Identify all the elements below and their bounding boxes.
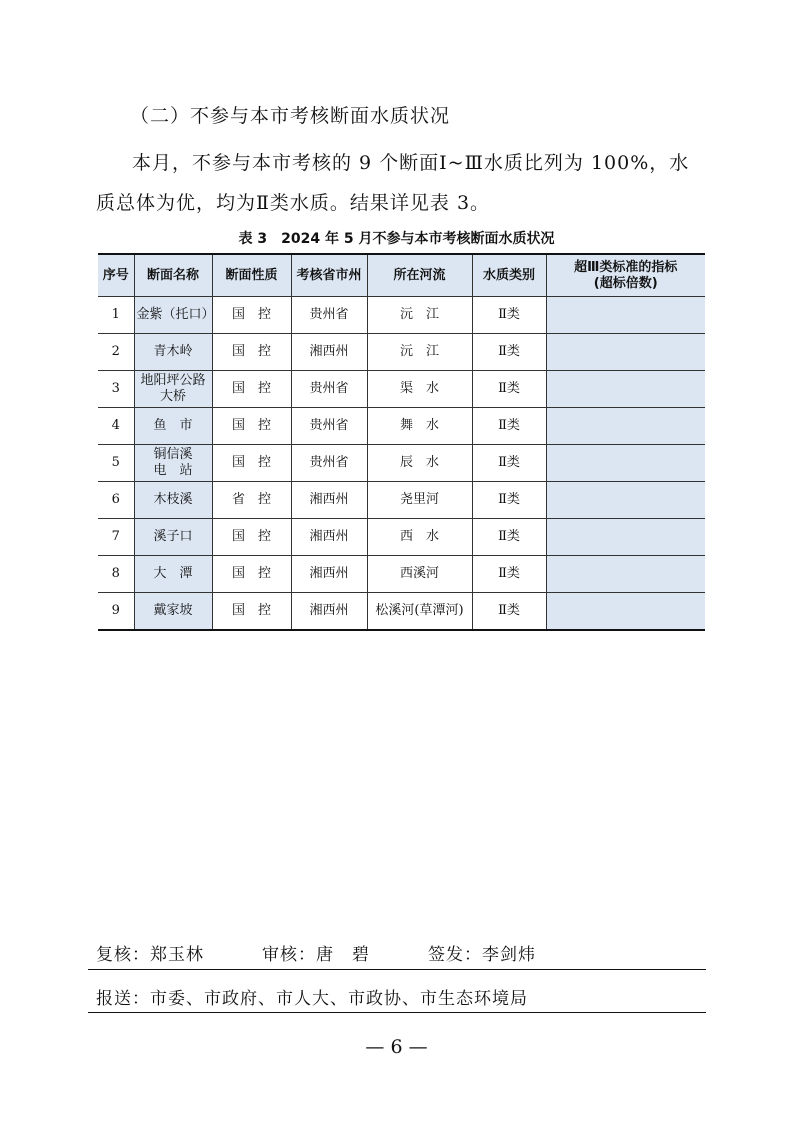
class-cell: Ⅱ类 <box>472 334 546 371</box>
exceed-cell <box>546 371 705 408</box>
seq-cell: 3 <box>98 371 134 408</box>
name-cell: 戴家坡 <box>134 593 212 631</box>
auditor-label: 审核：唐 碧 <box>262 945 370 965</box>
province-cell: 贵州省 <box>291 371 367 408</box>
exceed-cell <box>546 297 705 334</box>
province-cell: 贵州省 <box>291 408 367 445</box>
class-cell: Ⅱ类 <box>472 445 546 482</box>
type-cell: 国 控 <box>212 519 291 556</box>
class-cell: Ⅱ类 <box>472 519 546 556</box>
header-cell: 超Ⅲ类标准的指标 (超标倍数) <box>546 254 705 297</box>
class-cell: Ⅱ类 <box>472 297 546 334</box>
class-cell: Ⅱ类 <box>472 593 546 631</box>
province-cell: 湘西州 <box>291 334 367 371</box>
province-cell: 湘西州 <box>291 519 367 556</box>
type-cell: 国 控 <box>212 445 291 482</box>
exceed-cell <box>546 519 705 556</box>
seq-cell: 9 <box>98 593 134 631</box>
header-cell: 断面名称 <box>134 254 212 297</box>
type-cell: 国 控 <box>212 371 291 408</box>
table-row <box>98 408 705 445</box>
exceed-cell <box>546 482 705 519</box>
type-cell: 省 控 <box>212 482 291 519</box>
class-cell: Ⅱ类 <box>472 482 546 519</box>
class-cell: Ⅱ类 <box>472 371 546 408</box>
type-cell: 国 控 <box>212 297 291 334</box>
seq-cell: 2 <box>98 334 134 371</box>
seq-cell: 5 <box>98 445 134 482</box>
river-cell: 渠 水 <box>367 371 472 408</box>
table-caption: 表 3 2024 年 5 月不参与本市考核断面水质状况 <box>238 231 555 247</box>
river-cell: 辰 水 <box>367 445 472 482</box>
type-cell: 国 控 <box>212 556 291 593</box>
table-row <box>98 556 705 593</box>
water-quality-table <box>98 253 705 631</box>
name-cell: 铜信溪 电 站 <box>134 445 212 482</box>
exceed-cell <box>546 445 705 482</box>
table-row <box>98 371 705 408</box>
header-cell: 水质类别 <box>472 254 546 297</box>
table-row <box>98 334 705 371</box>
table-row <box>98 519 705 556</box>
table-row <box>98 482 705 519</box>
name-cell: 大 潭 <box>134 556 212 593</box>
section-heading: （二）不参与本市考核断面水质状况 <box>130 105 451 127</box>
summary-paragraph: 本月，不参与本市考核的 9 个断面Ⅰ~Ⅲ水质比列为 100%，水质总体为优，均为Ⅱ类水质。结果详见表 3。 <box>96 152 690 214</box>
name-cell: 地阳坪公路 大桥 <box>134 371 212 408</box>
table-row <box>98 297 705 334</box>
class-cell: Ⅱ类 <box>472 556 546 593</box>
divider <box>88 1012 706 1013</box>
reviewer-label: 复核：郑玉林 <box>96 945 204 965</box>
river-cell: 西 水 <box>367 519 472 556</box>
seq-cell: 8 <box>98 556 134 593</box>
table-row <box>98 445 705 482</box>
river-cell: 舞 水 <box>367 408 472 445</box>
exceed-cell <box>546 334 705 371</box>
name-cell: 木枝溪 <box>134 482 212 519</box>
name-cell: 青木岭 <box>134 334 212 371</box>
type-cell: 国 控 <box>212 408 291 445</box>
exceed-cell <box>546 556 705 593</box>
province-cell: 湘西州 <box>291 593 367 631</box>
header-cell: 断面性质 <box>212 254 291 297</box>
exceed-cell <box>546 408 705 445</box>
name-cell: 金紫（托口） <box>134 297 212 334</box>
name-cell: 鱼 市 <box>134 408 212 445</box>
river-cell: 尧里河 <box>367 482 472 519</box>
river-cell: 沅 江 <box>367 297 472 334</box>
class-cell: Ⅱ类 <box>472 408 546 445</box>
header-cell: 所在河流 <box>367 254 472 297</box>
province-cell: 贵州省 <box>291 297 367 334</box>
seq-cell: 1 <box>98 297 134 334</box>
river-cell: 沅 江 <box>367 334 472 371</box>
header-cell: 序号 <box>98 254 134 297</box>
seq-cell: 7 <box>98 519 134 556</box>
divider <box>88 969 706 970</box>
distribution-line: 报送：市委、市政府、市人大、市政协、市生态环境局 <box>96 989 528 1009</box>
table-header-row <box>98 254 705 297</box>
river-cell: 松溪河(草潭河) <box>367 593 472 631</box>
type-cell: 国 控 <box>212 593 291 631</box>
province-cell: 贵州省 <box>291 445 367 482</box>
issuer-label: 签发：李剑炜 <box>428 945 536 965</box>
seq-cell: 6 <box>98 482 134 519</box>
province-cell: 湘西州 <box>291 556 367 593</box>
name-cell: 溪子口 <box>134 519 212 556</box>
type-cell: 国 控 <box>212 334 291 371</box>
exceed-cell <box>546 593 705 631</box>
province-cell: 湘西州 <box>291 482 367 519</box>
river-cell: 西溪河 <box>367 556 472 593</box>
seq-cell: 4 <box>98 408 134 445</box>
page-number: — 6 — <box>365 1036 428 1058</box>
header-cell: 考核省市州 <box>291 254 367 297</box>
table-row <box>98 593 705 631</box>
signoff-line <box>96 940 536 965</box>
